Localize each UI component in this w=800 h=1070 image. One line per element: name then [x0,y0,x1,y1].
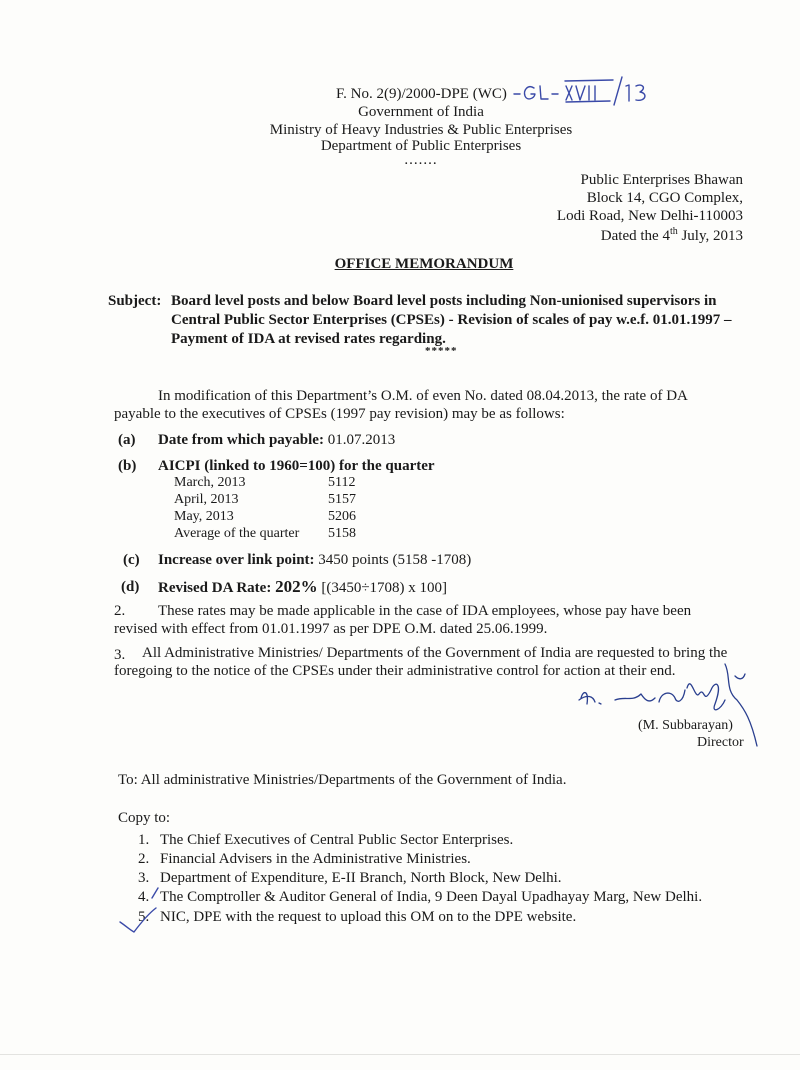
signatory-designation: Director [697,735,744,750]
address-line-1: Public Enterprises Bhawan [580,172,743,188]
address-line-3: Lodi Road, New Delhi-110003 [556,208,743,224]
item-c-value: 3450 points (5158 -1708) [318,552,472,568]
item-c [158,552,471,569]
intro-line-1: In modification of this Department’s O.M. of even No. dated 08.04.2013, the rate of DA [158,388,688,404]
checkmark-icon [112,884,172,940]
item-a [158,432,395,449]
quarter-value: 5112 [328,475,356,490]
list-number: 3. [138,870,150,886]
list-number: 2. [138,851,150,867]
list-text: The Comptroller & Auditor General of India, 9 Deen Dayal Upadhayay Marg, New Delhi. [160,889,703,905]
subject-text: Board level posts and below Board level posts including Non-unionised supervisors in Central Public Sector Enterprises (CPSEs) - Revision of scales of pay w.e.f. 01.01.1997 – Payment of IDA at revised rates regarding. [171,293,732,347]
scan-edge-divider [0,1054,800,1055]
item-c-label: (c) [123,552,140,568]
item-d-label: (d) [121,579,140,595]
list-number: 1. [138,832,150,848]
dated-sup: th [669,226,678,237]
quarter-value: 5206 [328,509,356,524]
item-a-heading: Date from which payable: [158,432,324,448]
para3-num: 3. [114,647,126,663]
quarter-value: 5158 [328,526,356,541]
document-title: OFFICE MEMORANDUM [334,256,514,272]
dated-prefix: Dated the 4 [600,228,670,244]
subject-label: Subject: [108,293,162,309]
list-text: The Chief Executives of Central Public Sector Enterprises. [160,832,514,848]
signatory-name: (M. Subbarayan) [638,718,733,733]
to-line: To: All administrative Ministries/Departments of the Government of India. [118,772,567,788]
quarter-month: Average of the quarter [174,526,300,541]
header-government: Government of India [358,104,484,120]
address-line-2: Block 14, CGO Complex, [586,190,743,206]
para2-line-1: These rates may be made applicable in the case of IDA employees, whose pay have been [158,603,692,619]
para2-line-2: revised with effect from 01.01.1997 as per DPE O.M. dated 25.06.1999. [114,621,548,637]
item-d [158,577,447,597]
header-ministry: Ministry of Heavy Industries & Public Enterprises [269,122,573,138]
quarter-month: March, 2013 [174,475,246,490]
copy-to-heading: Copy to: [118,810,171,826]
list-text: Department of Expenditure, E-II Branch, North Block, New Delhi. [160,870,562,886]
item-b-label: (b) [118,458,137,474]
item-c-heading: Increase over link point: [158,552,315,568]
list-text: Financial Advisers in the Administrative Ministries. [160,851,471,867]
para3-line-2: foregoing to the notice of the CPSEs under their administrative control for action at their end. [114,663,676,679]
item-a-label: (a) [118,432,136,448]
item-d-formula: [(3450÷1708) x 100] [321,580,448,596]
subject-stars: ***** [425,345,458,357]
list-item [138,889,702,906]
list-number: 4. [138,889,150,905]
header-department: Department of Public Enterprises [320,138,522,154]
dated-line [601,222,743,246]
dated-suffix: July, 2013 [677,228,743,244]
item-d-rate: 202% [275,577,318,596]
file-number: F. No. 2(9)/2000-DPE (WC) [336,86,507,102]
handwritten-reference-icon [510,74,660,108]
quarter-month: April, 2013 [174,492,239,507]
list-item [138,870,562,887]
para2-num: 2. [114,603,126,619]
quarter-value: 5157 [328,492,356,507]
quarter-month: May, 2013 [174,509,234,524]
list-item [138,851,471,868]
item-d-heading: Revised DA Rate: [158,580,272,596]
list-number: 5. [138,909,150,925]
list-item [138,909,576,926]
header-dots: ....... [404,152,438,168]
list-text: NIC, DPE with the request to upload this OM on to the DPE website. [160,909,577,925]
list-item [138,832,513,849]
item-a-value: 01.07.2013 [327,432,396,448]
item-b-heading: AICPI (linked to 1960=100) for the quarter [158,458,435,474]
para3-line-1: All Administrative Ministries/ Departments of the Government of India are requested to bring the [142,645,728,661]
intro-line-2: payable to the executives of CPSEs (1997 pay revision) may be as follows: [114,406,565,422]
